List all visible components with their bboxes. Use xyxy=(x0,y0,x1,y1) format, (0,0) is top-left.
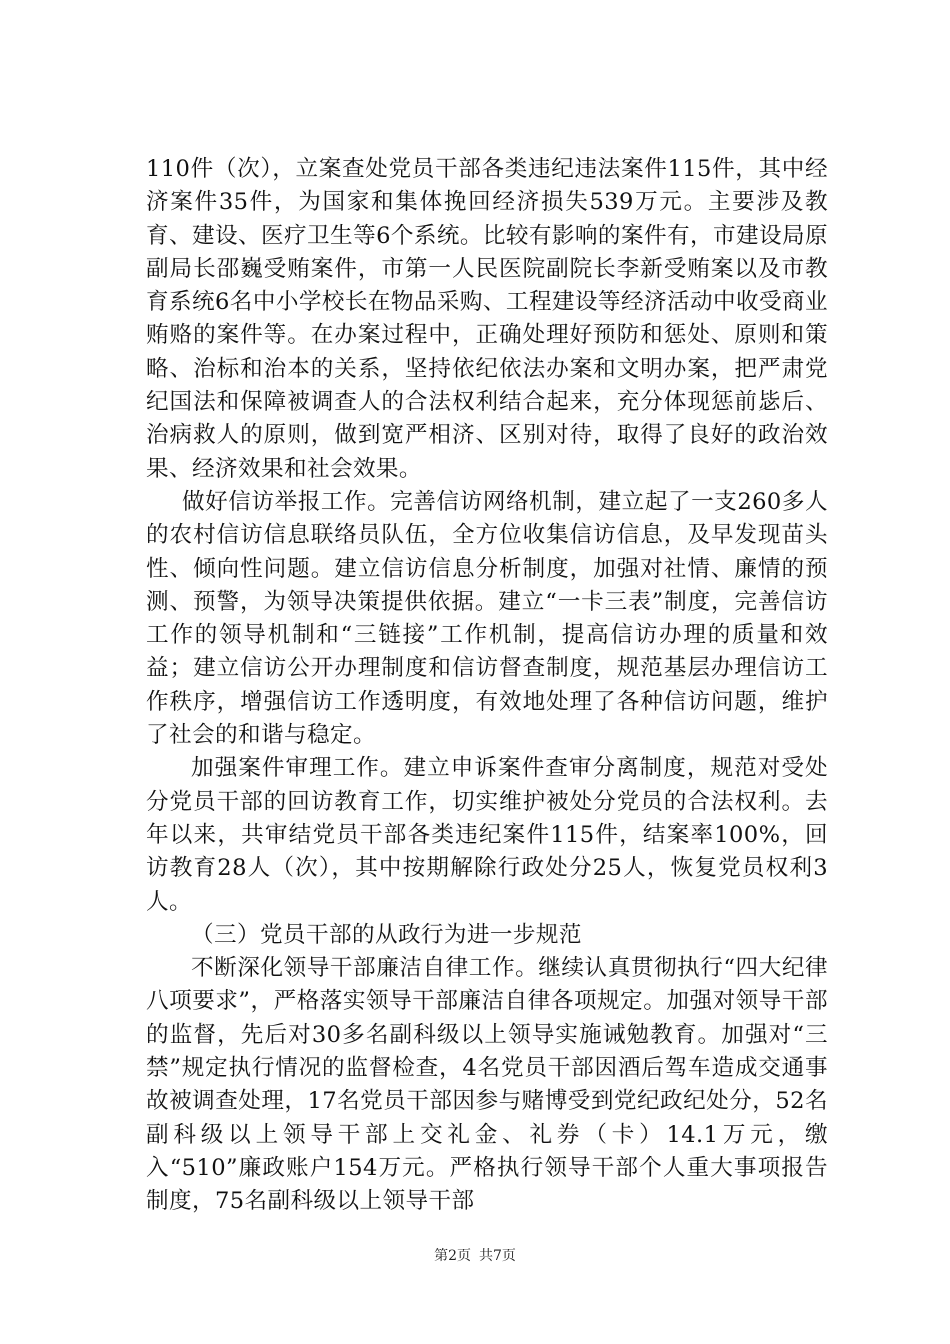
page-total: 共7页 xyxy=(479,1248,516,1264)
document-body xyxy=(146,153,828,1219)
section-heading: （三）党员干部的从政行为进一步规范 xyxy=(191,921,582,948)
paragraph-case-results: 110件（次），立案查处党员干部各类违纪违法案件115件，其中经济案件35件，为国家和集体挽回经济损失539万元。主要涉及教育、建设、医疗卫生等6个系统。比较有影响的案件有，市建设局原副局长邵巍受贿案件，市第一人民医院副院长李新受贿案以及市教育系统6名中小学校长在物品采购、工程建设等经济活动中收受商业贿赂的案件等。在办案过程中，正确处理好预防和惩处、原则和策略、治标和治本的关系，坚持依纪依法办案和文明办案，把严肃党纪国法和保障被调查人的合法权利结合起来，充分体现惩前毖后、治病救人的原则，做到宽严相济、区别对待，取得了良好的政治效果、经济效果和社会效果。 xyxy=(146,156,828,482)
page-number: 第2页 xyxy=(434,1248,471,1264)
page-footer xyxy=(0,1246,950,1266)
paragraph-case-review: 加强案件审理工作。建立申诉案件查审分离制度，规范对受处分党员干部的回访教育工作，切实维护被处分党员的合法权利。去年以来，共审结党员干部各类违纪案件115件，结案率100%，回访教育28人（次），其中按期解除行政处分25人，恢复党员权利3人。 xyxy=(146,755,828,915)
paragraph-petition-work: 做好信访举报工作。完善信访网络机制，建立起了一支260多人的农村信访信息联络员队伍，全方位收集信访信息，及早发现苗头性、倾向性问题。建立信访信息分析制度，加强对社情、廉情的预测、预警，为领导决策提供依据。建立“一卡三表”制度，完善信访工作的领导机制和“三链接”工作机制，提高信访办理的质量和效益；建立信访公开办理制度和信访督查制度，规范基层办理信访工作秩序，增强信访工作透明度，有效地处理了各种信访问题，维护了社会的和谐与稳定。 xyxy=(146,488,828,749)
paragraph-self-discipline: 不断深化领导干部廉洁自律工作。继续认真贯彻执行“四大纪律八项要求”，严格落实领导干部廉洁自律各项规定。加强对领导干部的监督，先后对30多名副科级以上领导实施诫勉教育。加强对“三禁”规定执行情况的监督检查，4名党员干部因酒后驾车造成交通事故被调查处理，17名党员干部因参与赌博受到党纪政纪处分，52名副科级以上领导干部上交礼金、礼券（卡）14.1万元，缴入“510”廉政账户154万元。严格执行领导干部个人重大事项报告制度，75名副科级以上领导干部 xyxy=(146,955,828,1215)
